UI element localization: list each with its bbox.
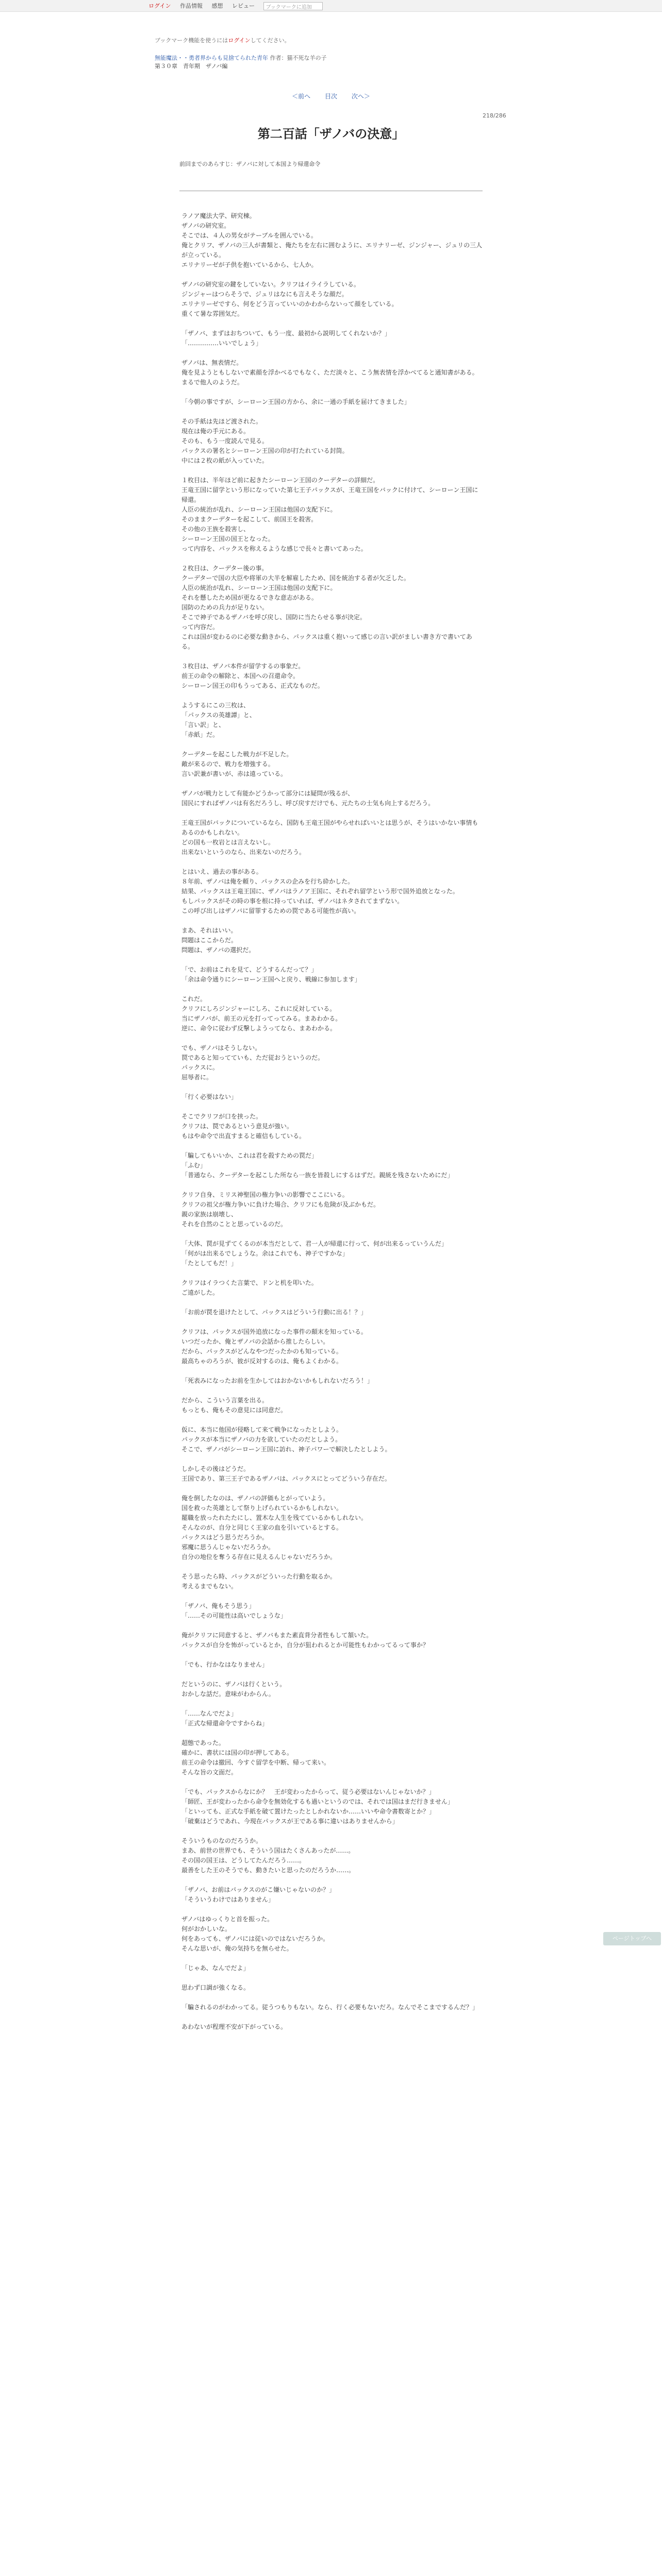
body-line: 前王の命令は撤回、今すぐ留学を中断、帰って来い。 — [181, 1759, 330, 1766]
body-line — [181, 691, 483, 701]
body-line — [181, 1317, 483, 1327]
body-line — [181, 2012, 483, 2022]
body-line: 「赤紙」だ。 — [181, 731, 219, 738]
body-line: ８年前、ザノバは俺を頼り、パックスの企みを行ち砕かした。 — [181, 878, 354, 885]
nav-link-review-impressions[interactable]: 感想 — [211, 3, 223, 9]
body-line — [181, 1591, 483, 1601]
body-line — [181, 319, 483, 329]
body-line: そのも、もう一度読んで見る。 — [181, 437, 269, 445]
body-line — [181, 1905, 483, 1914]
body-line: 王国であり、第三王子であるザノバは、パックスにとってどういう存在だ。 — [181, 1475, 391, 1482]
body-line: 親の家族は崩壊し、 — [181, 1211, 238, 1218]
body-line: 「でも、パックスからなにか？ 王が変わったからって、従う必要はないんじゃないか？」 — [181, 1788, 435, 1795]
body-line: 俺とクリフ、ザノバの三人が書類と、俺たちを左右に囲むように、エリナリーゼ、ジンジャー、ジュリの三人が立っている。 — [181, 242, 483, 259]
body-line: 「で、お前はこれを見て、どうするんだって？」 — [181, 966, 318, 973]
body-line: パックスはどう思うだろうか。 — [181, 1534, 268, 1541]
body-line: 思わず口調が強くなる。 — [181, 1984, 250, 1991]
body-line: 自分の地位を奪うる存在に見えるんじゃないだろうか。 — [181, 1553, 337, 1561]
body-line: 「といっても、正式な手紙を破て置けたったとしかれないか……いいや命令書数寄とか？」 — [181, 1808, 436, 1815]
body-line: それを自然のことと思っているのだ。 — [181, 1221, 287, 1228]
body-line — [181, 1484, 483, 1494]
body-line: 「言い訳」と、 — [181, 721, 225, 728]
body-line: 問題は、ザノバの選択だ。 — [181, 946, 255, 954]
body-line — [181, 466, 483, 476]
body-line — [181, 1386, 483, 1396]
body-line: パックスに。 — [181, 1064, 219, 1071]
body-line: １枚目は、半年ほど前に起きたシーローン王国のクーデターの詳細だ。 — [181, 477, 379, 484]
body-line: ２枚目は、クーデター後の事。 — [181, 565, 268, 572]
body-line: 国民にすればザノバは有名だろうし、呼び戻すだけでも、元たちの士気も向上するだろう。 — [181, 800, 435, 807]
body-line: 仮に、本当に他国が侵略して来て戦争になったとしよう。 — [181, 1426, 343, 1433]
body-line: って内容だ。 — [181, 623, 219, 631]
body-line: ザノバはゆっくりと首を振った。 — [181, 1916, 274, 1923]
body-line: 「ザノバ、まずはおちついて、もう一度、最初から説明してくれないか？」 — [181, 330, 391, 337]
body-line: そんなのが、自分と同じく王家の血を引いているとする。 — [181, 1524, 343, 1531]
body-line — [181, 916, 483, 926]
body-line: クリフはイラつくた言葉で、ドンと机を叩いた。 — [181, 1279, 318, 1286]
body-line: ザノバは、無表情だ。 — [181, 359, 243, 366]
body-line — [181, 1777, 483, 1787]
body-line: 「たとしてもだ！」 — [181, 1260, 238, 1267]
body-line — [181, 1826, 483, 1836]
body-line: クーデターを起こした戦力が不足した。 — [181, 751, 293, 758]
body-line: その手紙は先ほど渡された。 — [181, 418, 262, 425]
body-line — [181, 1180, 483, 1190]
body-line: 「大体、罠が見ずてくるのが本当だとして、君一人が帰還に行って、何が出来るっていうんだ」 — [181, 1240, 448, 1247]
body-line — [181, 955, 483, 965]
body-line: 「ザノバ、俺もそう思う」 — [181, 1602, 255, 1609]
body-line: パックスの署名とシーローン王国の印が打たれている封筒。 — [181, 447, 349, 454]
body-line: どの国も一枚岩とは言えないし。 — [181, 839, 275, 846]
body-line: 「今朝の事ですが、シーローン王国の方から、余に一通の手紙を届けてきました」 — [181, 398, 410, 405]
toc-link[interactable]: 目次 — [324, 93, 337, 100]
next-page-link[interactable]: 次へ＞ — [351, 93, 370, 100]
pager-top — [0, 92, 662, 100]
body-line: 「破棄はどうであれ、今現在パックスが王である事に違いはありませんから」 — [181, 1818, 399, 1825]
body-line: 「……………いいでしょう」 — [181, 340, 262, 347]
body-line: ラノア魔法大学、研究棟。 — [181, 212, 256, 219]
body-line: 言い訳兼が書いが、赤は遠っている。 — [181, 770, 287, 777]
body-line — [181, 1993, 483, 2003]
body-line: 俺を見ようともしないで素顔を浮かべるでもなく、ただ淡々と、こう無表情を浮かべてると通知書がある。 — [181, 369, 478, 376]
body-line: まあ、それはいい。 — [181, 927, 237, 934]
page-number: 218/286 — [483, 112, 506, 119]
body-line: 国を救った英雄として祭り上げられているかもしれない。 — [181, 1504, 343, 1512]
body-line: 出来ないというのなら、出来ないのだろう。 — [181, 849, 306, 856]
body-line: クーデターで国の大臣や将軍の大半を解雇したため、国を統治する者が欠乏した。 — [181, 574, 410, 582]
body-line — [181, 1650, 483, 1660]
body-line: 「……なんでだよ」 — [181, 1710, 238, 1717]
body-line: 人臣の統治が乱れ、シーローン王国は他国の支配下に。 — [181, 584, 337, 591]
body-line: でも、ザノバはそうしない。 — [181, 1044, 261, 1052]
body-line: パックスが自分を怖がっているとか，自分が狙われるとか可能性もわかってるって事か？ — [181, 1641, 429, 1649]
body-line: その国の国王は、どうしてたんだろう……。 — [181, 1857, 306, 1864]
body-line: 「騙してもいいか、これは君を殺すための罠だ」 — [181, 1152, 318, 1159]
body-line — [181, 1268, 483, 1278]
body-line — [181, 652, 483, 662]
body-line: そんな思いが、俺の気持ちを無らせた。 — [181, 1945, 293, 1952]
top-nav-bar — [0, 0, 662, 12]
body-line: そこでは、４人の男女がテーブルを囲んでいる。 — [181, 232, 317, 239]
login-link[interactable]: ログイン — [148, 3, 171, 9]
body-line: ザノバの研究室の鍵をしていない。クリフはイライラしている。 — [181, 281, 360, 288]
body-line — [181, 1670, 483, 1680]
body-line: まるで他人のようだ。 — [181, 379, 243, 386]
nav-link-info[interactable]: 作品情報 — [179, 3, 203, 9]
body-line: 「騙されるのがわかってる。従うつもりもない。なら、行く必要もないだろ。なんでそこまでするんだ？」 — [181, 2004, 479, 2011]
body-line: 前王の命令の解除と、本国への召還命令。 — [181, 672, 300, 680]
body-line: これだ。 — [181, 995, 207, 1003]
body-line: 問題はここからだ。 — [181, 937, 238, 944]
body-line: クリフは、パックスが国外追放になった事件の顛末を知っている。 — [181, 1328, 367, 1335]
body-line — [181, 348, 483, 358]
body-line — [181, 1298, 483, 1308]
body-line — [181, 857, 483, 867]
body-line: ご遠がした。 — [181, 1289, 219, 1296]
body-line: エリナリーゼが子供を抱いているから、七人か。 — [181, 261, 318, 268]
body-line — [181, 1454, 483, 1464]
body-line: 「師匠、王が変わったから命令を無効化するも過いというのでは、それでは国はまだ行きません」 — [181, 1798, 454, 1805]
body-line — [181, 554, 483, 564]
body-line — [181, 1141, 483, 1151]
author-name: 作者：猫不死な羊の子 — [270, 55, 327, 61]
body-line: 何がおかしいな。 — [181, 1925, 231, 1933]
body-line: 王竜王国に留学という形になっていた第七王子パックスが、王竜王国をバックに付けて、シーローン王国に帰還。 — [181, 486, 478, 503]
body-line: それを懸したため国が更なるできな意志がある。 — [181, 594, 318, 601]
top-nav-inner — [148, 2, 323, 10]
body-line: 俺がクリフに同意すると、ザノバもまた素直背分者性もして頷いた。 — [181, 1632, 373, 1639]
body-line: 国防のための兵力が足りない。 — [181, 604, 269, 611]
body-line: シーローン王国の国王となった。 — [181, 535, 274, 543]
body-line: そのままクーデターを起こして、前国王を殺害。 — [181, 516, 318, 523]
body-line: その他の王族を殺害し、 — [181, 526, 250, 533]
body-line: 「普通なら、クーデターを起こした所なら一族を皆殺しにするはずだ。親統を残さないためにだ」 — [181, 1172, 454, 1179]
body-line — [181, 1033, 483, 1043]
body-line: 逆に、命令に従わず反撃しようってなら、まあわかる。 — [181, 1025, 337, 1032]
body-line — [181, 1973, 483, 1983]
body-line — [181, 1229, 483, 1239]
body-line: 邪魔に思うんじゃないだろうか。 — [181, 1544, 275, 1551]
body-line: だというのに、ザノバは行くという。 — [181, 1681, 286, 1688]
body-line: クリフの祖父が権力争いに負けた場合、クリフにも危険が及ぶかもだ。 — [181, 1201, 380, 1208]
body-line: 超態であった。 — [181, 1739, 225, 1747]
body-line: だから、パックスがどんなやつだったかのも知っている。 — [181, 1348, 342, 1355]
body-line: そういうものなのだろうか。 — [181, 1837, 262, 1844]
body-line: 重くて暑な雰囲気だ。 — [181, 310, 244, 317]
body-line: そんな旨の文面だ。 — [181, 1769, 238, 1776]
episode-title: 第二百話「ザノバの決意」 — [257, 127, 405, 141]
prev-page-link[interactable]: ＜前へ — [292, 93, 311, 100]
body-line: 「余は命令通りにシーローン王国へと戻り、戦線に参加します」 — [181, 976, 361, 983]
body-line: 確かに、書状には国の印が押してある。 — [181, 1749, 293, 1756]
body-line: そう思ったら時、パックスがどういった行動を取るか。 — [181, 1573, 336, 1580]
body-line: 「……その可能性は高いでしょうな」 — [181, 1612, 287, 1619]
body-line — [181, 1728, 483, 1738]
body-line — [181, 1102, 483, 1112]
body-line: 考えるまでもない。 — [181, 1583, 238, 1590]
body-line — [181, 1562, 483, 1572]
body-line: いつだったか、俺とザノバの会話から推したらしい。 — [181, 1338, 329, 1345]
body-line: ジンジャーはつらそうで、ジュリはなにも言えそうな顔だ。 — [181, 291, 348, 298]
body-line: 「そういうわけではありません」 — [181, 1896, 275, 1903]
body-line: だから、こういう言葉を出る。 — [181, 1397, 269, 1404]
notice-suffix: してください。 — [250, 37, 290, 44]
bookmark-box[interactable]: ブックマークに追加 — [263, 2, 323, 10]
body-line: 俺を倒したなのは、ザノバの評価もとがっていよう。 — [181, 1495, 329, 1502]
body-line: 現在は俺の手元にある。 — [181, 428, 250, 435]
body-line: 「正式な帰還命令ですからね」 — [181, 1720, 269, 1727]
body-line: 何をあっても、ザノバには従いのではないだろうか。 — [181, 1935, 329, 1942]
notice-prefix: ブックマーク機能を使うには — [155, 37, 228, 44]
body-line — [181, 270, 483, 280]
body-line — [181, 740, 483, 750]
body-line — [181, 1875, 483, 1885]
body-line: シーローン国王の印もうってある、正式なものだ。 — [181, 682, 324, 689]
series-title-link[interactable]: 無能魔法・・勇者界からも見捨てられた青年 — [155, 55, 268, 61]
body-line: 最高ちゃのろうが、彼が反対するのは、俺もよくわかる。 — [181, 1358, 343, 1365]
body-line: 「ザノバ、お前はパックスのがこ嫌いじゃないのか？」 — [181, 1886, 336, 1893]
body-line: って内容を、パックスを称えるような感じで長々と書いてあった。 — [181, 545, 367, 552]
notice-login-link[interactable]: ログイン — [228, 37, 251, 44]
chapter-title: 第３０章 青年期 ザノバ編 — [155, 63, 228, 70]
body-line — [181, 1415, 483, 1425]
body-line — [181, 1366, 483, 1376]
page-top-button[interactable]: ページトップへ — [603, 1932, 661, 1945]
body-line: 罷職を放ったれたたにし、置木な人生を残てているかもしれない。 — [181, 1514, 368, 1521]
body-line — [181, 407, 483, 417]
body-line: ザノバが戦力として有能かどうかって部分には疑問が残るが、 — [181, 790, 354, 797]
body-line: クリフにしろジンジャーにしろ、これに反対している。 — [181, 1005, 336, 1012]
body-line: ようするにこの三枚は、 — [181, 702, 250, 709]
body-line: そこで神子であるザノバを呼び戻し、国防に当たらせる事が決定。 — [181, 614, 366, 621]
body-line: 「でも、行かなはなりません」 — [181, 1661, 269, 1668]
body-line — [181, 1621, 483, 1631]
body-line: もはや命令で出直すまると確信もしている。 — [181, 1132, 306, 1140]
body-line: クリフ自身、ミリス神聖国の権力争いの影響でここにいる。 — [181, 1191, 349, 1198]
preface-text: 前回までのあらすじ：ザノバに対して本国より帰還命令 — [179, 161, 321, 167]
body-line — [181, 985, 483, 994]
body-line: そこで、ザノバがシーローン王国に訪れ、神子パワーで解決したとしよう。 — [181, 1446, 391, 1453]
body-line: 中には２枚の紙が入っていた。 — [181, 457, 269, 464]
body-line: 罠であると知ってていも、ただ従おうというのだ。 — [181, 1054, 324, 1061]
body-line: とはいえ、過去の事がある。 — [181, 868, 262, 875]
body-line: もっとも、俺もその意見には同意だ。 — [181, 1406, 287, 1414]
body-line: 「何がは出来るでしょうな。余はこれでも、神子ですかな」 — [181, 1250, 349, 1257]
body-line: 敵が来るので、戦力を増強する。 — [181, 760, 274, 768]
body-line: クリフは、罠であるという意見が強い。 — [181, 1123, 293, 1130]
body-line: 「パックスの英雄譚」と、 — [181, 711, 256, 719]
body-line — [181, 779, 483, 789]
novel-body — [181, 211, 483, 2032]
nav-link-review[interactable]: レビュー — [231, 3, 255, 9]
body-line — [181, 1082, 483, 1092]
body-line — [181, 1954, 483, 1963]
body-line: もしパックスがその時の事を根に持っていれば、ザノバはネタされてまずない。 — [181, 897, 404, 905]
body-line: エリナリーゼですら、何をどう言っていいのかわからないって顔をしている。 — [181, 300, 398, 308]
body-line: おかしな話だ。意味がわからん。 — [181, 1690, 275, 1698]
series-info — [155, 54, 327, 71]
body-line: しかしその後はどうだ。 — [181, 1465, 250, 1472]
body-line: 屈辱者に。 — [181, 1074, 213, 1081]
body-line: 「ふむ」 — [181, 1162, 207, 1169]
body-line: 「死表みになったお前を生かしてはおかないかもしれないだろう！」 — [181, 1377, 374, 1384]
body-line: 「お前が罠を退けたとして、パックスはどういう行動に出る！？」 — [181, 1309, 367, 1316]
body-line: 最善をした王のそうでも、動きたいと思ったのだろうか……。 — [181, 1867, 355, 1874]
body-line: これは国が変わるのに必要な動きから、パックスは重く抱いって感じの言い訳がましい書き方で書いてある。 — [181, 633, 472, 650]
body-line: この呼び出しはザノバに留罪するための罠である可能性が高い。 — [181, 907, 360, 914]
body-line: 人臣の統治が乱れ、シーローン王国は他国の支配下に。 — [181, 506, 337, 513]
body-line: 王竜王国がバックについているなら、国防も王竜王国がやらせればいいとは思うが、そうはいかない事情もあるのかもしれない。 — [181, 819, 478, 836]
body-line: 「じゃあ、なんでだよ」 — [181, 1964, 250, 1972]
body-line: ３枚目は、ザノバ本件が留学するの事象だ。 — [181, 663, 305, 670]
body-line: まあ、前世の世界でも、そういう国はたくさんあったが……。 — [181, 1847, 355, 1854]
login-notice — [155, 36, 290, 44]
body-line: そこでクリフが口を挟った。 — [181, 1113, 262, 1120]
body-line: パックスが本当にザノバの力を欲していたのだとしよう。 — [181, 1436, 342, 1443]
body-line: あわないが程理不安が下がっている。 — [181, 2023, 287, 2030]
body-line: 結果、パックスは王竜王国に、ザノバはラノア王国に、それぞれ留学という形で国外追放となった。 — [181, 888, 459, 895]
body-line: 当にザノバが、前王の元を打ってってみる。まあわかる。 — [181, 1015, 342, 1022]
body-line — [181, 1699, 483, 1709]
body-line — [181, 387, 483, 397]
body-line: 「行く必要はない」 — [181, 1093, 238, 1100]
body-line: ザノバの研究室。 — [181, 222, 230, 229]
body-line — [181, 808, 483, 818]
